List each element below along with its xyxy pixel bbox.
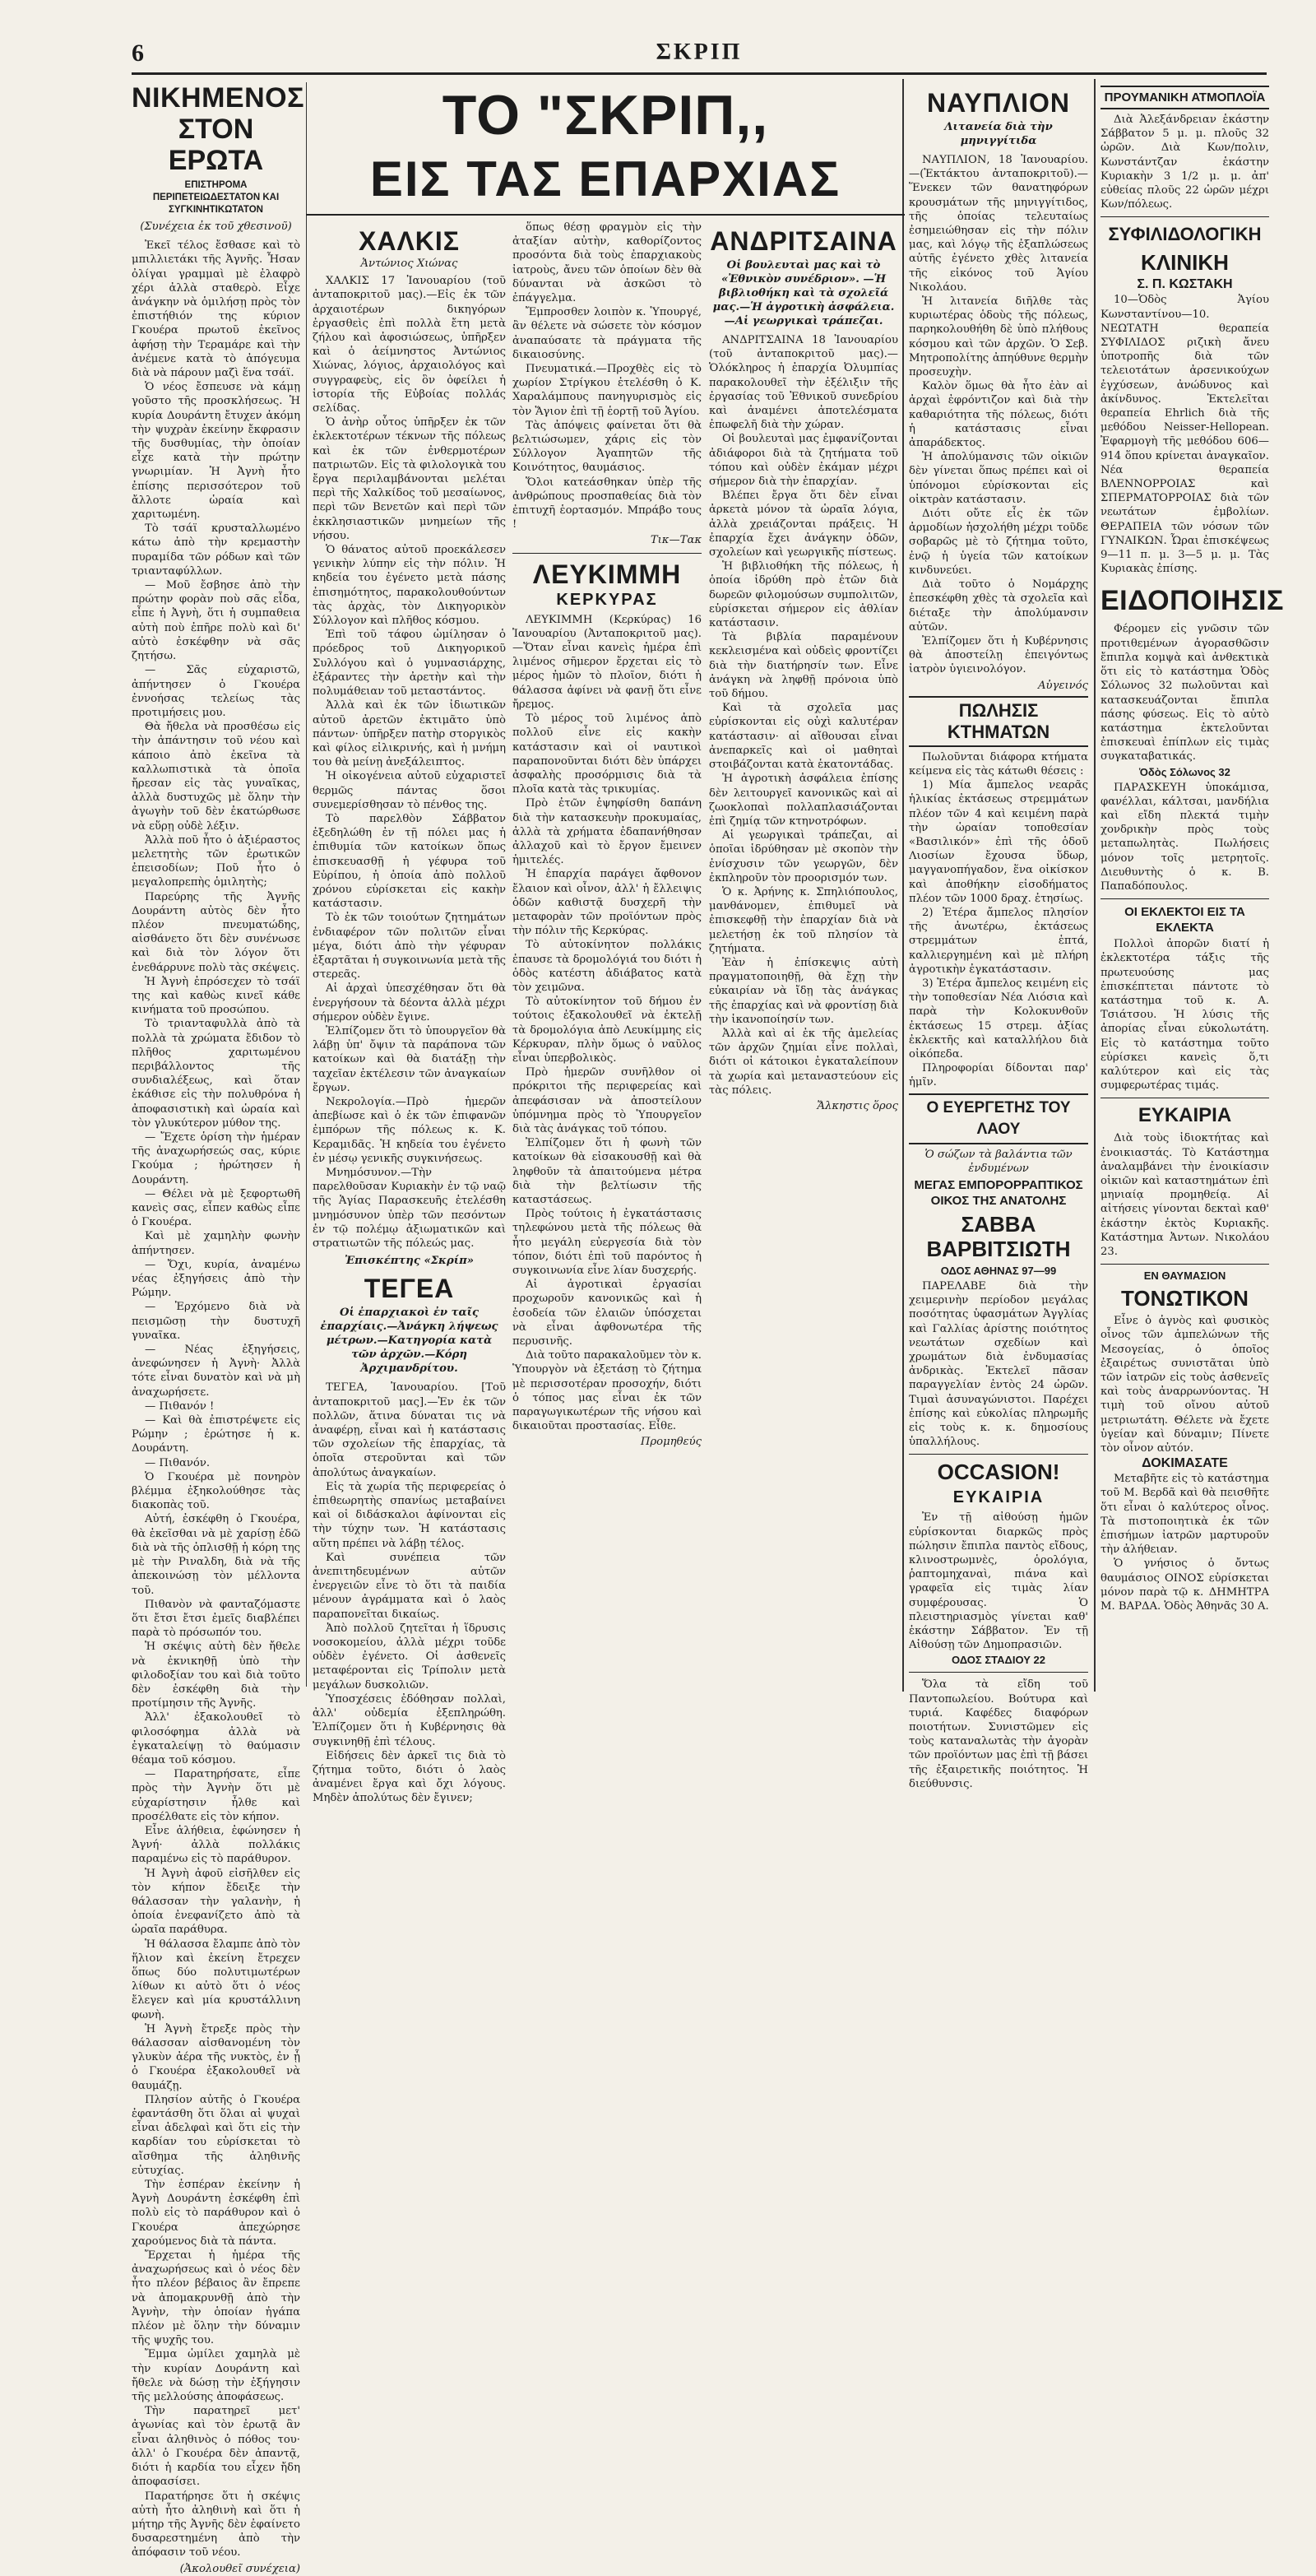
paragraph: Τὸ ἐκ τῶν τοιούτων ζητημάτων ἐνδιαφέρον τῶν πολιτῶν εἶναι μέγα, διότι ἀπὸ τὴν γέφυραν ἐξαρτᾶται ἡ συγκοινωνία μετὰ τῆς στερεᾶς. xyxy=(313,912,506,982)
andritsaina-title: ΑΝΔΡΙΤΣΑΙΝΑ xyxy=(710,226,897,256)
notices-address: Ὁδὸς Σόλωνος 32 xyxy=(1139,765,1230,778)
serial-subtitle: ΕΠΙΣΤΗΡΟΜΑ ΠΕΡΙΠΕΤΕΙΩΔΕΣΤΑΤΟΝ ΚΑΙ ΣΥΓΚΙΝΗΤΙΚΩΤΑΤΟΝ xyxy=(152,180,280,215)
banner-subtitle: ΕΙΣ ΤΑΣ ΕΠΑΡΧΙΑΣ xyxy=(369,151,841,207)
paragraph: — Σᾶς εὐχαριστῶ, ἀπήντησεν ὁ Γκουέρα ἐννοήσας τελείως τὰς προτιμήσεις μου. xyxy=(132,664,300,719)
lefkimmi-column xyxy=(512,220,702,1693)
paragraph: Νεκρολογία.—Πρὸ ἡμερῶν ἀπεβίωσε καὶ ὁ ἐκ τῶν ἐπιφανῶν ἐμπόρων τῆς πόλεως κ. Κ. Κεραμιδᾶς. Ἡ κηδεία του ἐγένετο ἐν μέσῳ γενικῆς συγκινήσεως. xyxy=(313,1095,506,1165)
paragraph: — Ἐρχόμενο διὰ νὰ πεισμῶσῃ τὴν δυστυχῆ γυναῖκα. xyxy=(132,1301,300,1342)
paragraph: Αἱ ἀρχαὶ ὑπεσχέθησαν ὅτι θὰ ἐνεργήσουν τὰ δέοντα ἀλλὰ μέχρι σήμερον οὐδὲν ἔγινε. xyxy=(313,982,506,1023)
column-rule xyxy=(1094,79,1096,1692)
paragraph: — Ἔχετε ὁρίση τὴν ἡμέραν τῆς ἀναχωρήσεώς σας, κύριε Γκούμα ; ἠρώτησεν ἡ Δουράντη. xyxy=(132,1131,300,1186)
serial-continues-note: (Ἀκολουθεῖ συνέχεια) xyxy=(179,2562,300,2575)
paragraph: — Μοῦ ἔσβησε ἀπὸ τὴν πρώτην φορὰν ποὺ σᾶς εἶδα, εἶπε ἡ Ἀγνὴ, ὅτι ἡ συμπαθεια αὐτὴ ποὺ ἐπῆρε πολὺ καὶ δι' αὐτὸ ἐσκέφθην νὰ σᾶς ζητήσω. xyxy=(132,579,300,663)
paragraph: Ἔμπροσθεν λοιπὸν κ. Ὑπουργέ, ἂν θέλετε νὰ σώσετε τὸν κόσμον ἀναπαύσατε τὰ πράγματα τῆς δικαιοσύνης. xyxy=(512,306,702,361)
nafplion-deck: Λιτανεία διὰ τὴν μηνιγγίτιδα xyxy=(944,121,1053,147)
paragraph: Τὴν ἑσπέραν ἐκείνην ἡ Ἀγνὴ Δουράντη ἐσκέφθη ἐπὶ πολὺ εἰς τὸ παράθυρον καὶ ὁ Γκουέρα ἀπεχώρησε χαρούμενος διὰ τὰ πάντα. xyxy=(132,2179,300,2248)
tonic-body-3: Ὁ γνήσιος ὁ ὄντως θαυμάσιος ΟΙΝΟΣ εὑρίσκεται μόνον παρὰ τῷ κ. ΔΗΜΗΤΡΑ Μ. ΒΑΡΔΑ. Ὁδὸς Ἀθηνᾶς 30 Α. xyxy=(1101,1557,1269,1613)
paragraph: 2) Ἑτέρα ἄμπελος πλησίον τῆς ἀνωτέρω, ἐκτάσεως στρεμμάτων ἑπτά, καλλιεργημένη καὶ μὲ πλήρη ἀγροτικὴν ἐγκατάστασιν. xyxy=(909,906,1088,976)
paragraph: Τὸ αὐτοκίνητον πολλάκις ἐπαυσε τὰ δρομολόγιά του διότι ἡ ὁδὸς κατέστη ἀδιάβατος κατὰ τὸν χειμῶνα. xyxy=(512,939,702,994)
paragraph: 1) Μία ἄμπελος νεαρᾶς ἡλικίας ἐκτάσεως στρεμμάτων πλέον τῶν 4 καὶ κειμένη παρὰ τὴν ὡραίαν τοποθεσίαν «Βασιλικόν» ἐπὶ τῆς ὁδοῦ Λιοσίων ἔχουσα ὕδωρ, μαγγανοπήγαδον, ἕνα οἰκίσκον καὶ ἀποθήκην εἰσοδήματος πλέον τῶν 1000 δραχ. ἐτησίως. xyxy=(909,779,1088,905)
tailor-ad-body: ΠΑΡΕΛΑΒΕ διὰ τὴν χειμερινὴν περίοδον μεγάλας ποσότητας ὑφασμάτων Ἀγγλίας καὶ Γαλλίας ἀρίστης ποιότητος νεωτάτων σχεδίων καὶ χρωμάτων διὰ ἐνδυμασίας ἀνδρικὰς. Ἐκτελεῖ πᾶσαν παραγγελίαν ἐντὸς 24 ὡρῶν. Τιμαὶ ἀσυναγώνιστοι. Παρέχει ἐπίσης καὶ εὐκολίας πληρωμῆς εἰς τοὺς κ. κ. δημοσίους ὑπαλλήλους. xyxy=(909,1280,1088,1449)
page-number: 6 xyxy=(132,39,144,67)
paragraph: Ὑποσχέσεις ἐδόθησαν πολλαὶ, ἀλλ' οὐδεμία ἐξεπληρώθη. Ἐλπίζομεν ὅτι ἡ Κυβέρνησις θὰ συγκινηθῇ ἐπὶ τέλους. xyxy=(313,1692,506,1748)
tailor-ad-subtitle: Ὁ σώζων τὰ βαλάντια τῶν ἐνδυμένων xyxy=(924,1148,1073,1175)
paragraph: Ἀλλὰ καὶ ἐκ τῶν ἰδιωτικῶν αὐτοῦ ἀρετῶν ἐκτιμᾶτο ὑπὸ πάντων· ὑπῆρξεν πατὴρ στοργικὸς καὶ φίλος εἰλικρινής, καὶ ἡ μνήμη του θὰ μείνῃ ἀνεξάλειπτος. xyxy=(313,699,506,769)
clinic-title: ΣΥΦΙΛΙΔΟΛΟΓΙΚΗ xyxy=(1108,224,1262,245)
paragraph: — Παρατηρήσατε, εἶπε πρὸς τὴν Ἀγνὴν ὅτι μὲ εὐχαρίστησιν ἦλθε καὶ προσέλθατε εἰς τὸν κήπον. xyxy=(132,1768,300,1823)
newspaper-name: ΣΚΡΙΠ xyxy=(656,39,743,65)
paragraph: Τὸ μέρος τοῦ λιμένος ἀπὸ πολλοῦ εἶνε εἰς κακὴν κατάστασιν καὶ οἱ ναυτικοὶ παραπονοῦνται διότι δὲν ὑπάρχει ἀσφαλὴς προσόρμισις διὰ τὰ πλοῖα κατὰ τὰς τρικυμίας. xyxy=(512,712,702,796)
paragraph: Ἐλπίζομεν ὅτι ἡ φωνὴ τῶν κατοίκων θὰ εἰσακουσθῇ καὶ θὰ ληφθοῦν τὰ ἀπαιτούμενα μέτρα διὰ τὴν βελτίωσιν τῆς καταστάσεως. xyxy=(512,1137,702,1206)
paragraph: Παρεύρης τῆς Ἀγνῆς Δουράντη αὐτὸς δὲν ἦτο πλέον πνευματώδης, αἰσθάνετο ὅτι δὲν συνένωσε καὶ διὰ τὸν λόγον ὅτι ἐνεθάρρυνε πολὺ τὰς σκέψεις. xyxy=(132,890,300,974)
clinic-owner: Σ. Π. ΚΩΣΤΑΚΗ xyxy=(1137,277,1233,292)
paragraph: Ἡ οἰκογένεια αὐτοῦ εὐχαριστεῖ θερμῶς πάντας ὅσοι συνεμερίσθησαν τὸ πένθος της. xyxy=(313,770,506,811)
notice-2: ΠΑΡΑΣΚΕΥΗ ὑποκάμισα, φανέλλαι, κάλτσαι, μανδήλια καὶ εἴδη πλεκτά τιμὴν χονδρικὴν πρὸς τοὺς μεταπωλητὰς. Πωλήσεις μόνον τοῖς μετρητοῖς. Διευθυντὴς ὁ κ. Β. Παπαδόπουλος. xyxy=(1101,781,1269,893)
column-rule xyxy=(306,82,307,1687)
paragraph: Τὰ βιβλία παραμένουν κεκλεισμένα καὶ οὐδεὶς φροντίζει διὰ τὴν διατήρησίν των. Εἶνε ἀνάγκη νὰ ληφθῇ πρόνοια ὑπὸ τοῦ δήμου. xyxy=(709,631,898,701)
tegea-deck: Οἱ ἐπαρχιακοὶ ἐν ταῖς ἐπαρχίαις.—Ἀνάγκη λήψεως μέτρων.—Κατηγορία κατὰ τῶν ἀρχῶν.—Κόρη Ἀρχιμανδρίτου. xyxy=(320,1307,498,1376)
clinic-body: 10—Ὁδὸς Ἁγίου Κωνσταντίνου—10. ΝΕΩΤΑΤΗ θεραπεία ΣΥΦΙΛΙΔΟΣ ριζικὴ ἄνευ ὑποτροπῆς διὰ τῶν τελειοτάτων ἀρσενικούχων ἐγχύσεων, ἀνώδυνος καὶ ἀκίνδυνος. Ἐκτελεῖται θεραπεία Ehrlich διὰ τῆς μεθόδου Neisser-Hellopean. Ἐφαρμογὴ τῆς μεθόδου 606—914 ὅπου κρίνεται ἀναγκαῖον. Νέα θεραπεία ΒΛΕΝΝΟΡΡΟΙΑΣ καὶ ΣΠΕΡΜΑΤΟΡΡΟΙΑΣ διὰ τῶν νεωτάτων ἐμβολίων. ΘΕΡΑΠΕΙΑ τῶν νόσων τῶν ΓΥΝΑΙΚΩΝ. Ὧραι ἐπισκέψεως 9—11 π. μ. 3—5 μ. μ. Τὰς Κυριακὰς ἐπίσης. xyxy=(1101,294,1269,576)
lefkimmi-subtitle: ΚΕΡΚΥΡΑΣ xyxy=(556,590,658,609)
paragraph: Ὁ θάνατος αὐτοῦ προεκάλεσεν γενικὴν λύπην εἰς τὴν πόλιν. Ἡ κηδεία του ἐγένετο μετὰ πάσης ἐπισημότητος, παρακολουθούντων τὰς ἀρχὰς, τὸν Δικηγορικὸν Σύλλογον καὶ πλῆθος κόσμου. xyxy=(313,544,506,628)
grocery-notice: Ὅλα τὰ εἴδη τοῦ Παντοπωλείου. Βούτυρα καὶ τυριά. Καφέδες διαφόρων ποιοτήτων. Συνιστῶμεν εἰς τοὺς καταναλωτὰς τὴν ἀγορὰν τῶν προϊόντων μας ἐπὶ τῇ βάσει τῆς ἐξαιρετικῆς ποιότητος. Ἡ διεύθυνσις. xyxy=(909,1678,1088,1790)
nafplion-title: ΝΑΥΠΛΙΟΝ xyxy=(927,88,1070,118)
opportunity-title: ΕΥΚΑΙΡΙΑ xyxy=(1138,1104,1232,1127)
paragraph: Ἐπὶ τοῦ τάφου ὡμίλησαν ὁ πρόεδρος τοῦ Δικηγορικοῦ Συλλόγου καὶ ὁ γυμνασιάρχης, ἐξάραντες τὴν ἀρετὴν καὶ τὴν πολυμάθειαν τοῦ μεταστάντος. xyxy=(313,629,506,699)
tailor-ad-title: Ο ΕΥΕΡΓΕΤΗΣ ΤΟΥ ΛΑΟΥ xyxy=(909,1093,1088,1144)
column-rule xyxy=(902,79,904,1692)
paragraph: Παρατήρησε ὅτι ἡ σκέψις αὐτὴ ἦτο ἀληθινὴ καὶ ὅτι ἡ μήτηρ τῆς Ἀγνῆς δὲν ἐφαίνετο δυσαρεστημένη ἀπὸ τὴν ἀπόφασιν τοῦ νέου. xyxy=(132,2490,300,2560)
paragraph: Τὸ τσάϊ κρυσταλλωμένο κάτω ἀπὸ τὴν κρεμαστὴν πυραμίδα τῶν ρόδων καὶ τῶν τριανταφύλλων. xyxy=(132,522,300,578)
paragraph: Διὰ τοῦτο παρακαλοῦμεν τὸν κ. Ὑπουργὸν νὰ ἐξετάσῃ τὸ ζήτημα μὲ περισσοτέραν προσοχήν, διότι ὁ τόπος μας εἶναι ἐκ τῶν παραγωγικωτέρων τῆς νήσου καὶ δικαιοῦται προστασίας. Εἶθε. xyxy=(512,1349,702,1433)
paragraph: ΤΕΓΕΑ, Ἰανουαρίου. [Τοῦ ἀνταποκριτοῦ μας].—Ἐν ἐκ τῶν πολλῶν, ἅτινα δύναται τις νὰ ἀναφέρῃ, εἶναι καὶ ἡ κατάστασις τῶν σχολείων τῆς ἐπαρχίας, τὰ ὁποῖα στεροῦνται καὶ τῶν ἀπολύτως ἀναγκαίων. xyxy=(313,1381,506,1479)
paragraph: Αἱ γεωργικαὶ τράπεζαι, αἱ ὁποῖαι ἱδρύθησαν μὲ σκοπὸν τὴν ἐνίσχυσιν τῶν γεωργῶν, δὲν ἐκπληροῦν τὸν προορισμόν των. xyxy=(709,829,898,884)
paragraph: Βλέπει ἔργα ὅτι δὲν εἶναι ἀρκετὰ μόνον τὰ ὡραῖα λόγια, ἀλλὰ χρειάζονται πράξεις. Ἡ ἐπαρχία ἔχει ἀνάγκην ὁδῶν, σχολείων καὶ γεωργικῆς πίστεως. xyxy=(709,490,898,559)
paragraph: ΝΑΥΠΛΙΟΝ, 18 Ἰανουαρίου.—(Ἐκτάκτου ἀνταποκριτοῦ).—Ἕνεκεν τῶν θανατηφόρων κρουσμάτων τῆς μηνιγγίτιδος, τῆς ὁποίας τελευταίως ἐσημειώθησαν εἰς τὴν πόλιν μας, καὶ λόγῳ τῆς ἐξαπλώσεως αὐτῆς ἐγένετο χθὲς λιτανεία τῆς εἰκόνος τοῦ Ἁγίου Νικολάου. xyxy=(909,154,1088,294)
paragraph: Ἐλπίζομεν ὅτι ἡ Κυβέρνησις θὰ ἀποστείλῃ ἐπειγόντως ἰατρὸν ὑγιεινολόγον. xyxy=(909,634,1088,676)
choice-body: Πολλοὶ ἀπορῶν διατί ἡ ἐκλεκτοτέρα τάξις τῆς πρωτευούσης μας ἐπισκέπτεται πάντοτε τὸ κατάστημα τοῦ κ. Α. Τσιάτσου. Ἡ λύσις τῆς ἀπορίας εἶναι εὐκολωτάτη. Εἰς τὸ κατάστημα τοῦτο εὑρίσκει κανεὶς ὅ,τι καλύτερον καὶ εἰς τὰς συμφερωτέρας τιμάς. xyxy=(1101,938,1269,1093)
paragraph: Ἀπὸ πολλοῦ ζητεῖται ἡ ἵδρυσις νοσοκομείου, ἀλλὰ μέχρι τοῦδε οὐδὲν ἐγένετο. Οἱ ἀσθενεῖς μεταφέρονται εἰς Τρίπολιν μετὰ μεγάλων δυσκολιῶν. xyxy=(313,1622,506,1692)
paragraph: Ἡ σκέψις αὐτὴ δὲν ἤθελε νὰ ἐκνικηθῇ ὑπὸ τὴν φιλοδοξίαν του καὶ διὰ τοῦτο δὲν ἐσκέφθη διὰ τὴν προτίμησιν τῆς Ἀγνῆς. xyxy=(132,1641,300,1710)
andritsaina-column xyxy=(709,220,898,1693)
paragraph: ΛΕΥΚΙΜΜΗ (Κερκύρας) 16 Ἰανουαρίου (Ἀνταποκριτοῦ μας). —Ὅταν εἶναι κανεὶς ἡμέρα ἐπὶ λιμένος σῆμερον ἔρχεται εἰς τὸ μέρος ἡμῶν τὸ πλοῖον, διότι ἡ θάλασσα ἀφίνει νὰ φανῇ ὅτι εἶνε ἤρεμος. xyxy=(512,613,702,711)
paragraph: Ἡ ἀπολύμανσις τῶν οἰκιῶν δὲν γίνεται ὅπως πρέπει καὶ οἱ ὑπόνομοι εὑρίσκονται εἰς οἰκτρὰν κατάστασιν. xyxy=(909,451,1088,506)
paragraph: Ἀλλὰ ποῦ ἦτο ὁ ἀξιέραστος μελετητὴς τῶν ἐρωτικῶν ἐπεισοδίων; Ποῦ ἦτο ὁ μεγαλοπρεπὴς ὁμιλητὴς; xyxy=(132,833,300,889)
tonic-body-2: Μεταβῆτε εἰς τὸ κατάστημα τοῦ Μ. Βερδᾶ καὶ θὰ πεισθῆτε ὅτι εἶναι ὁ καλύτερος οἶνος. Τὰ πιστοποιητικὰ ἐκ τῶν ἐπισήμων ἰατρῶν μαρτυροῦν τὴν ἀλήθειαν. xyxy=(1101,1473,1269,1557)
tegea-body xyxy=(313,1381,506,1805)
paragraph: Καλὸν ὅμως θὰ ἦτο ἐὰν αἱ ἀρχαὶ ἐφρόντιζον καὶ διὰ τὴν καθαριότητα τῆς πόλεως, διότι ἡ κατάστασις εἶναι ἀπαράδεκτος. xyxy=(909,380,1088,450)
paragraph: Εἶνε ἀλήθεια, ἐφώνησεν ἡ Ἀγνή· ἀλλὰ πολλάκις παραμένω εἰς τὸ παράθυρον. xyxy=(132,1824,300,1866)
paragraph: Ἔρχεται ἡ ἡμέρα τῆς ἀναχωρήσεως καὶ ὁ νέος δὲν ἦτο πλέον βέβαιος ἂν ἔπρεπε νὰ ἀπομακρυνθῇ ἀπὸ τὴν Ἀγνὴν, τὴν ὁποίαν ἠγάπα πλέον μὲ ὅλην τὴν δύναμιν τῆς ψυχῆς του. xyxy=(132,2249,300,2347)
section-banner xyxy=(306,82,905,216)
paragraph: Ὁ Γκουέρα μὲ πονηρὸν βλέμμα ἐξηκολούθησε τὰς διακοπὰς τοῦ. xyxy=(132,1470,300,1512)
chalkis-body xyxy=(313,274,506,1251)
property-sale-title: ΠΩΛΗΣΙΣ ΚΤΗΜΑΤΩΝ xyxy=(909,696,1088,747)
tailor-ad-name: ΣΑΒΒΑ ΒΑΡΒΙΤΣΙΩΤΗ xyxy=(926,1212,1071,1261)
column3-top-body xyxy=(512,220,702,531)
paragraph: Ἐκεῖ τέλος ἔσθασε καὶ τὸ μπιλλιετάκι τῆς Ἀγνῆς. Ἦσαν ὀλίγαι γραμμαὶ μὲ ἐλαφρὸ χέρι ἀλλὰ σταθερὸ. Εἶχε ἀνάγκην νὰ ὁμιλήσῃ πρὸς τὸν ἐπιστήθιόν της κύριον Γκουέρα πρωτοῦ ἐκεῖνος ἀφήσῃ τὴν Τεραμάρε καὶ τὴν ἀνέμενε κατὰ τὸ ἀπόγευμα διὰ νὰ πάρουν μαζὶ ἕνα τσάϊ. xyxy=(132,239,300,380)
nafplion-column xyxy=(909,82,1088,1790)
paragraph: ὅπως θέσῃ φραγμὸν εἰς τὴν ἀταξίαν αὐτὴν, καθορίζοντος προσόντα διὰ τοὺς ἐπαρχιακοὺς ἰατροὺς, ἄνευ τῶν ὁποίων δὲν θὰ δύνανται νὰ ἀσκῶσι τὸ ἐπάγγελμα. xyxy=(512,221,702,305)
shipping-ad-title: ΠΡΟΥΜΑΝΙΚΗ ΑΤΜΟΠΛΟΪΑ xyxy=(1101,86,1269,109)
ads-column xyxy=(1101,82,1284,1691)
paragraph: — Νέας ἐξηγήσεις, ἀνεφώνησεν ἡ Ἀγνὴ· Ἀλλὰ τότε εἶναι δυνατὸν καὶ νὰ μὴ ἀναχωρήσετε. xyxy=(132,1344,300,1399)
paragraph: Θὰ ἤθελα νὰ προσθέσω εἰς τὴν ἀπάντησιν τοῦ νέου καὶ κάποιο ἀπὸ ἐκεῖνα τὰ καλλωπιστικὰ τὰ ὁποῖα ἤρεσαν εἰς τὰς γυναῖκας, ἀλλὰ δυστυχῶς μὲ ὅλην τὴν ἀγωγὴν τοῦ δὲν ἐκατώρθωσε νὰ εὕρῃ οὐδὲ λέξιν. xyxy=(132,721,300,833)
paragraph: Αὐτή, ἐσκέφθη ὁ Γκουέρα, θὰ ἐκεῖσθαι νὰ μὲ χαρίσῃ ἐδῶ διὰ νὰ τῆς ὀπλισθῇ ἡ κόρη της μὲ τὴν Ριναλδη, διὰ νὰ τῆς ἀπεκοινώσῃ τὸν μέλλοντα τοῦ. xyxy=(132,1513,300,1597)
nafplion-body xyxy=(909,153,1088,677)
paragraph: Ἡ λιτανεία διῆλθε τὰς κυριωτέρας ὁδοὺς τῆς πόλεως, παρηκολουθήθη δὲ ὑπὸ πλήθους κόσμου καὶ τῶν ἀρχῶν. Ὁ Σεβ. Μητροπολίτης ἀπηύθυνε θερμὴν προσευχὴν. xyxy=(909,295,1088,379)
paragraph: Καὶ τὰ σχολεῖα μας εὑρίσκονται εἰς οὐχὶ καλυτέραν κατάστασιν· αἱ αἴθουσαι εἶναι ἀνεπαρκεῖς καὶ οἱ μαθηταὶ στοιβάζονται κατὰ ἑκατοντάδας. xyxy=(709,702,898,772)
paragraph: — Θέλει νὰ μὲ ξεφορτωθῆ κανεὶς σας, εἶπεν καθὼς εἶπε ὁ Γκουέρα. xyxy=(132,1187,300,1229)
tonic-title: ΤΟΝΩΤΙΚΟΝ xyxy=(1121,1286,1249,1311)
paragraph: Τὸ αὐτοκίνητον τοῦ δήμου ἐν τούτοις ἐξακολουθεῖ νὰ ἐκτελῇ τὰ δρομολόγια ἀπὸ Λευκίμμης εἰς Κέρκυραν, πλὴν ὅμως ὁ ναῦλος εἶναι ὑπερβολικὸς. xyxy=(512,996,702,1065)
paragraph: Τὰς ἀπόψεις φαίνεται ὅτι θὰ βελτιώσωμεν, χάρις εἰς τὸν Σύλλογον Ἀγαπητῶν τῆς Κοινότητος, θαυμάσιος. xyxy=(512,419,702,475)
paragraph: Ἔμμα ὡμίλει χαμηλὰ μὲ τὴν κυρίαν Δουράντη καὶ ἤθελε νὰ δώσῃ τὴν ἐξήγησιν τῆς μελλούσης ἀποφάσεως. xyxy=(132,2348,300,2404)
andritsaina-signature: Ἄλκηστις ὅρος xyxy=(817,1099,898,1112)
serial-body xyxy=(132,239,300,2560)
paragraph: Τὸ τριανταφυλλὰ ἀπὸ τὰ πολλὰ τὰ χρώματα ἔδιδον τὸ πλῆθος χαριτωμένου περιβάλλοντος τῆς συνδιαλέξεως, καὶ ὅταν ἐκάθισε εἰς τὴν πολυθρόνα ἡ ἀποφασιστικὴ καὶ ὡραία καὶ τὸν γλυκύτερον μύθον της. xyxy=(132,1018,300,1130)
paragraph: Πωλοῦνται διάφορα κτήματα κείμενα εἰς τὰς κάτωθι θέσεις : xyxy=(909,750,1088,777)
andritsaina-deck: Οἱ βουλευταὶ μας καὶ τὸ «Ἐθνικὸν συνέδριον». —Ἡ βιβλιοθήκη καὶ τὰ σχολεῖά μας.—Ἡ ἀγροτικὴ ἀσφάλεια.—Αἱ γεωργικαὶ τράπεζαι. xyxy=(712,259,895,327)
paragraph: Μνημόσυνον.—Τὴν παρελθοῦσαν Κυριακὴν ἐν τῷ ναῷ τῆς Ἁγίας Παρασκευῆς ἐτελέσθη μνημόσυνον ὑπὲρ τῶν πεσόντων ἐν τῷ πολέμῳ ἀξιωματικῶν καὶ στρατιωτῶν τῆς πόλεώς μας. xyxy=(313,1167,506,1251)
occasion-subtitle: ΕΥΚΑΙΡΙΑ xyxy=(952,1488,1045,1507)
tasted-heading: ΔΟΚΙΜΑΣΑΤΕ xyxy=(1142,1456,1228,1471)
lefkimmi-title: ΛΕΥΚΙΜΜΗ xyxy=(532,559,682,589)
occasion-title: OCCASION! xyxy=(937,1460,1060,1485)
chalkis-signature: Ἐπισκέπτης «Σκρίπ» xyxy=(345,1255,474,1268)
paragraph: Ἡ ἀγροτικὴ ἀσφάλεια ἐπίσης δὲν λειτουργεῖ κανονικῶς καὶ αἱ ζωοκλοπαὶ πολλαπλασιάζονται ἐπὶ ζημίᾳ τῶν κτηνοτρόφων. xyxy=(709,773,898,828)
paragraph: Πρὸς τούτοις ἡ ἐγκατάστασις τηλεφώνου μετὰ τῆς πόλεως θὰ ἦτο μεγάλη εὐεργεσία διὰ τὸν τόπον, διότι ἐπὶ τοῦ παρόντος ἡ συγκοινωνία εἶνε λίαν δυσχερής. xyxy=(512,1208,702,1278)
choice-title: ΟΙ ΕΚΛΕΚΤΟΙ ΕΙΣ ΤΑ ΕΚΛΕΚΤΑ xyxy=(1124,905,1245,935)
paragraph: Ὁ νέος ἔσπευσε νὰ κάμῃ γοῦστο τῆς προσκλήσεως. Ἡ κυρία Δουράντη ἔτυχεν ἀκόμη τὴν ψυχρὰν ἐκείνην ἔκφρασιν τῆς δυσθυμίας, τὴν ὁποίαν εἶχε κατὰ τὴν πρώτην γνωριμίαν. Ἡ Ἀγνὴ ἦτο ἐπίσης περισσότερον τοῦ ἄλλοτε ὡραία καὶ χαριτωμένη. xyxy=(132,381,300,522)
notices-body: Φέρομεν εἰς γνῶσιν τῶν προτιθεμένων ἀγορασθῶσιν ἔπιπλα κομψὰ καὶ ἀνθεκτικὰ ὅτι εἰς τὸ κατάστημα Ὁδὸς Σόλωνος 32 πωλοῦνται καὶ κατασκευάζονται ἔπιπλα πάσης φύσεως. Εἰς τὸ αὐτὸ κατάστημα ἐκτελοῦνται ἐπισκευαὶ ἐπίπλων εἰς τιμὰς συγκαταβατικάς. xyxy=(1101,623,1269,764)
paragraph: Ἡ Ἀγνὴ ἐπρόσεχεν τὸ τσάϊ της καὶ καθὼς κινεῖ κάθε κινήματα τοῦ προσώπου. xyxy=(132,975,300,1017)
paragraph: ΧΑΛΚΙΣ 17 Ἰανουαρίου (τοῦ ἀνταποκριτοῦ μας).—Εἰς ἐκ τῶν ἀρχαιοτέρων δικηγόρων ἐργασθεὶς ἐπὶ πολλὰ ἔτη μετὰ ζήλου καὶ ἀφοσιώσεως, ὑπῆρξεν καὶ ὁ ἀείμνηστος Ἀντώνιος Χιώνας, λόγιος, ἀρχαιολόγος καὶ συγγραφεὺς, εἰς ὃν ὀφείλει ἡ ἱστορία τῆς Εὐβοίας πολλάς σελίδας. xyxy=(313,275,506,415)
serial-title-line2: ΣΤΟΝ ΕΡΩΤΑ xyxy=(168,114,264,176)
paragraph: 3) Ἑτέρα ἄμπελος κειμένη εἰς τὴν τοποθεσίαν Νέα Λιόσια καὶ παρὰ τὴν Κολοκυνθοῦν ἐκτάσεως 15 στρεμ. ἀξίας ἐκλεκτῆς καὶ καταλλήλου διὰ οἰκόπεδα. xyxy=(909,977,1088,1061)
paragraph: Ἡ Ἀγνὴ ἔτρεξε πρὸς τὴν θάλασσαν αἰσθανομένη τὸν γλυκὺν ἀέρα τῆς νυκτὸς, ἐν ᾗ ὁ Γκουέρα ἐξακολουθεῖ νὰ θαυμάζῃ. xyxy=(132,2022,300,2092)
paragraph: — Πιθανόν. xyxy=(145,1456,211,1469)
paragraph: Ἡ βιβλιοθήκη τῆς πόλεως, ἡ ὁποία ἱδρύθη πρὸ ἐτῶν διὰ δωρεῶν φιλομούσων συμπολιτῶν, εὑρίσκεται σήμερον εἰς ἀθλίαν κατάστασιν. xyxy=(709,560,898,630)
tailor-ad-address: ΟΔΟΣ ΑΘΗΝΑΣ 97—99 xyxy=(940,1265,1057,1277)
opportunity-body: Διὰ τοὺς ἰδιοκτήτας καὶ ἐνοικιαστάς. Τὸ Κατάστημα ἀναλαμβάνει τὴν ἐνοικίασιν οἰκιῶν καὶ καταστημάτων ἐπὶ μηνιαίᾳ προμηθείᾳ. Αἱ αἰτήσεις γίνονται δεκταὶ καθ' ἑκάστην ἐκτὸς Κυριακῆς. Κατάστημα Ἀντων. Νικολάου 23. xyxy=(1101,1132,1269,1258)
occasion-body: Ἐν τῇ αἰθούσῃ ἡμῶν εὑρίσκονται διαρκῶς πρὸς πώλησιν ἔπιπλα παντὸς εἴδους, κλινοστρωμνὲς, ὁρολόγια, ῥαπτομηχαναὶ, πιάνα καὶ γραφεῖα εἰς τιμὰς λίαν συμφέρουσας. Ὁ πλειστηριασμὸς γίνεται καθ' ἑκάστην Σάββατον. Ἐν τῇ Αἰθούσῃ τῶν Δημοπρασιῶν. xyxy=(909,1511,1088,1652)
paragraph: Πιθανὸν νὰ φανταζόμαστε ὅτι ἔτσι ἔτσι ἐμεῖς διαβλέπει παρὰ τὸ πρόσωπόν του. xyxy=(132,1598,300,1640)
paragraph: Πρὸ ἡμερῶν συνῆλθον οἱ πρόκριτοι τῆς περιφερείας καὶ ἀπεφάσισαν νὰ ἀποστείλουν ὑπόμνημα πρὸς τὸ Ὑπουργεῖον διὰ τὰς ἀνάγκας τοῦ τόπου. xyxy=(512,1066,702,1135)
chalkis-title: ΧΑΛΚΙΣ xyxy=(359,226,460,256)
chalkis-column xyxy=(313,220,506,1805)
paragraph: Οἱ βουλευταὶ μας ἐμφανίζονται ἀδιάφοροι διὰ τὰ ζητήματα τοῦ τόπου καὶ οὐδὲν ἐκάμαν μέχρι σήμερον διὰ τὴν ἐπαρχίαν. xyxy=(709,433,898,489)
paragraph: Ὁ κ. Ἀρήνης κ. Σπηλιόπουλος, μανθάνομεν, ἐπιθυμεῖ νὰ ἐπισκεφθῇ τὴν ἐπαρχίαν διὰ νὰ μελετήσῃ ἐκ τοῦ πλησίον τὰ ζητήματα. xyxy=(709,885,898,955)
paragraph: Ἐλπίζομεν ὅτι τὸ ὑπουργεῖον θὰ λάβῃ ὑπ' ὄψιν τὰ παράπονα τῶν κατοίκων καὶ θὰ διατάξῃ τὴν ταχεῖαν ἐκτέλεσιν τῶν ἀναγκαίων ἔργων. xyxy=(313,1024,506,1094)
paragraph: — Πιθανόν ! xyxy=(145,1399,215,1413)
andritsaina-body xyxy=(709,333,898,1098)
paragraph: Εἰς τὰ χωρία τῆς περιφερείας ὁ ἐπιθεωρητὴς σπανίως μεταβαίνει καὶ οἱ διδάσκαλοι ἀφίνονται εἰς τὴν τύχην των. Ἡ κατάστασις αὕτη πρέπει νὰ λάβῃ τέλος. xyxy=(313,1480,506,1550)
lefkimmi-body xyxy=(512,613,702,1434)
masthead xyxy=(132,39,1267,75)
tonic-body: Εἶνε ὁ ἀγνὸς καὶ φυσικὸς οἶνος τῶν ἀμπελώνων τῆς Μεσογείας, ὁ ὁποῖος ἐξαιρέτως συνιστᾶται ὑπὸ τῶν ἰατρῶν εἰς τοὺς ἀσθενεῖς καὶ τοὺς ἀναρρωνύοντας. Ἡ τιμὴ τοῦ οἴνου αὐτοῦ μετριωτάτη. Θέλετε νὰ ἔχετε ὑγείαν καὶ δύναμιν; Πίνετε τὸν οἶνον αὐτόν. xyxy=(1101,1315,1269,1455)
tonic-pretitle: ΕΝ ΘΑΥΜΑΣΙΟΝ xyxy=(1143,1269,1226,1283)
paragraph: Ἡ Ἀγνὴ ἀφοῦ εἰσῆλθεν εἰς τὸν κήπον ἔδειξε τὴν θάλασσαν τὴν γαλανὴν, ἡ ὁποία ἐνεφανίζετο ἀπὸ τὰ ὡραῖα παράθυρα. xyxy=(132,1867,300,1937)
tegea-title: ΤΕΓΕΑ xyxy=(364,1274,455,1304)
serial-continued-note: (Συνέχεια ἐκ τοῦ χθεσινοῦ) xyxy=(140,220,292,233)
paragraph: Καὶ συνέπεια τῶν ἀνεπιτηδευμένων αὐτῶν ἐνεργειῶν εἶνε τὸ ὅτι τὰ παιδία μένουν ἀγράμματα καὶ ὁ λαὸς παραπονεῖται δικαίως. xyxy=(313,1551,506,1621)
clinic-subtitle: ΚΛΙΝΙΚΗ xyxy=(1141,250,1229,276)
paragraph: — Καὶ θὰ ἐπιστρέψετε εἰς Ρώμην ; ἐρώτησε ἡ κ. Δουράντη. xyxy=(132,1414,300,1455)
paragraph: Ὅλοι κατεάσθηκαν ὑπὲρ τῆς ἀνθρώπους προσπαθείας διὰ τὸν ἐπιτυχῆ ἑορτασμόν. Μπράβο τους ! xyxy=(512,476,702,531)
chalkis-byline: Ἀντώνιος Χιώνας xyxy=(360,258,458,270)
paragraph: Πρὸ ἐτῶν ἐψηφίσθη δαπάνη διὰ τὴν κατασκευὴν προκυμαίας, ἀλλὰ τὰ χρήματα ἐδαπανήθησαν ἀλλαχοῦ καὶ τὸ ἔργον ἔμεινεν ἡμιτελές. xyxy=(512,797,702,867)
paragraph: Ἡ ἐπαρχία παράγει ἄφθονον ἔλαιον καὶ οἶνον, ἀλλ' ἡ ἔλλειψις ὁδῶν καθιστᾷ δυσχερῆ τὴν μεταφορὰν τῶν προϊόντων πρὸς τὴν πόλιν τῆς Κερκύρας. xyxy=(512,868,702,938)
paragraph: Ἀλλ' ἐξακολουθεῖ τὸ φιλοσόφημα ἀλλὰ νὰ ἐγκαταλείψῃ τὸ θαύμασιν θέαμα τοῦ κόσμου. xyxy=(132,1711,300,1766)
paragraph: Τὴν παρατηρεῖ μετ' ἀγωνίας καὶ τὸν ἐρωτᾷ ἂν εἶναι ἀληθινὸς ὁ πόθος του· ἀλλ' ὁ Γκουέρα δὲν ἀπαντᾷ, διότι ἡ καρδία του εἶχεν ἤδη ἀποφασίσει. xyxy=(132,2405,300,2489)
column3-signature: Τικ—Τακ xyxy=(650,534,702,547)
paragraph: Πληροφορίαι δίδονται παρ' ἡμῖν. xyxy=(909,1062,1088,1089)
paragraph: Καὶ μὲ χαμηλὴν φωνὴν ἀπήντησεν. xyxy=(132,1230,300,1257)
banner-title: ΤΟ "ΣΚΡΙΠ,, xyxy=(442,84,769,146)
paragraph: Ἡ θάλασσα ἔλαμπε ἀπὸ τὸν ἥλιον καὶ ἐκείνη ἔτρεχεν ὅπως δύο πολυτιμωτέρων λίθων κι αὐτὸ ὅτι ὁ νέος ἔλεγεν καὶ μία κρυστάλλινη φωνὴ. xyxy=(132,1938,300,2021)
notices-title: ΕΙΔΟΠΟΙΗΣΙΣ xyxy=(1101,585,1284,617)
shipping-ad-body: Διὰ Ἀλεξάνδρειαν ἑκάστην Σάββατον 5 μ. μ. πλοῦς 32 ὡρῶν. Διὰ Κων/πολιν, Κωνστάντζαν ἑκάστην Κυριακὴν 3 1/2 μ. μ. ἀπ' εὐθείας πλοῦς 22 ὡρῶν μέχρι Κων/πόλεως. xyxy=(1101,114,1269,211)
serial-column xyxy=(132,82,305,2575)
paragraph: Πνευματικά.—Προχθὲς εἰς τὸ χωρίον Στρίγκου ἐτελέσθη ὁ Κ. Χαραλάμπους πανηγυρισμὸς εἰς τὸν Ἅγιον ἐπὶ τῇ ἑορτῇ τοῦ Ἁγίου. xyxy=(512,363,702,418)
paragraph: Ὁ ἀνὴρ οὗτος ὑπῆρξεν ἐκ τῶν ἐκλεκτοτέρων τέκνων τῆς πόλεως καὶ ἐκ τῶν ἐνθερμοτέρων πατριωτῶν. Εἰς τὰ φιλολογικὰ του ἔργα περιλαμβάνονται μελέται περὶ τῆς Χαλκίδος τοῦ μεσαίωνος, περὶ τῶν Βενετῶν καὶ περὶ τῶν ἐκκλησιαστικῶν μνημείων τῆς νήσου. xyxy=(313,416,506,542)
lefkimmi-signature: Προμηθεύς xyxy=(640,1436,702,1449)
paragraph: Διότι οὔτε εἷς ἐκ τῶν ἀρμοδίων ἠσχολήθη μέχρι τοῦδε σοβαρῶς μὲ τὸ ζήτημα τοῦτο, ἐνῷ ἡ ὑγεία τῶν κατοίκων κινδυνεύει. xyxy=(909,508,1088,577)
paragraph: Εἰδήσεις δὲν ἀρκεῖ τις διὰ τὸ ζήτημα τοῦτο, διότι ὁ λαὸς ἀναμένει ἔργα καὶ ὄχι λόγους. Μηδὲν ἀπολύτως δὲν ἔγινεν; xyxy=(313,1749,506,1805)
serial-title-line1: ΝΙΚΗΜΕΝΟΣ xyxy=(132,82,305,114)
paragraph: Πλησίον αὐτῆς ὁ Γκουέρα ἐφαντάσθη ὅτι ὅλαι αἱ ψυχαὶ εἶναι ἀδελφαὶ καὶ ὅτι εἰς τὴν καρδίαν του εὑρίσκεται τὸ αἴσθημα τῆς ἀληθινῆς εὐτυχίας. xyxy=(132,2093,300,2177)
tailor-ad-heading: ΜΕΓΑΣ ΕΜΠΟΡΟΡΡΑΠΤΙΚΟΣ ΟΙΚΟΣ ΤΗΣ ΑΝΑΤΟΛΗΣ xyxy=(914,1178,1083,1208)
property-sale-body xyxy=(909,750,1088,1090)
paragraph: — Ὄχι, κυρία, ἀναμένω νέας ἐξηγήσεις ἀπὸ τὴν Ρώμην. xyxy=(132,1258,300,1300)
paragraph: Ἐὰν ἡ ἐπίσκεψις αὐτὴ πραγματοποιηθῇ, θὰ ἔχῃ τὴν εὐκαιρίαν νὰ ἴδῃ τὰς ἀνάγκας τῆς ἐπαρχίας καὶ νὰ φροντίσῃ διὰ τὴν ἱκανοποίησίν των. xyxy=(709,956,898,1026)
paragraph: ΑΝΔΡΙΤΣΑΙΝΑ 18 Ἰανουαρίου (τοῦ ἀνταποκριτοῦ μας).—Ὁλόκληρος ἡ ἐπαρχία Ὀλυμπίας παρακολουθεῖ τὴν ἐξέλιξιν τῆς ἐργασίας τοῦ Ἐθνικοῦ συνεδρίου καὶ ἀναμένει ἀποτελέσματα ἐπωφελῆ διὰ τὴν χώραν. xyxy=(709,334,898,432)
paragraph: Αἱ ἀγροτικαὶ ἐργασίαι προχωροῦν κανονικῶς καὶ ἡ ἐσοδεία τῶν ἐλαιῶν ὑπόσχεται νὰ εἶναι ἀφθονωτέρα τῆς περυσινῆς. xyxy=(512,1279,702,1348)
paragraph: Ἀλλὰ καὶ αἱ ἐκ τῆς ἀμελείας τῶν ἀρχῶν ζημίαι εἶνε πολλαὶ, διότι οἱ κάτοικοι ἐγκαταλείπουν τὰ χωρία καὶ μεταναστεύουν εἰς τὰς πόλεις. xyxy=(709,1027,898,1097)
paragraph: Διὰ τοῦτο ὁ Νομάρχης ἐπεσκέφθη χθὲς τὰ σχολεῖα καὶ διέταξε τὴν ἀπολύμανσιν αὐτῶν. xyxy=(909,578,1088,634)
nafplion-signature: Αὐγεινός xyxy=(1037,679,1088,692)
paragraph: Τὸ παρελθὸν Σάββατον ἐξεδηλώθη ἐν τῇ πόλει μας ἡ ἐπιθυμία τῶν κατοίκων ὅπως ἐπισκευασθῇ ἡ γέφυρα τοῦ Εὐρίπου, ἡ ὁποία ἀπὸ πολλοῦ χρόνου εὑρίσκεται εἰς κακὴν κατάστασιν. xyxy=(313,812,506,911)
occasion-address: ΟΔΟΣ ΣΤΑΔΙΟΥ 22 xyxy=(952,1654,1045,1667)
